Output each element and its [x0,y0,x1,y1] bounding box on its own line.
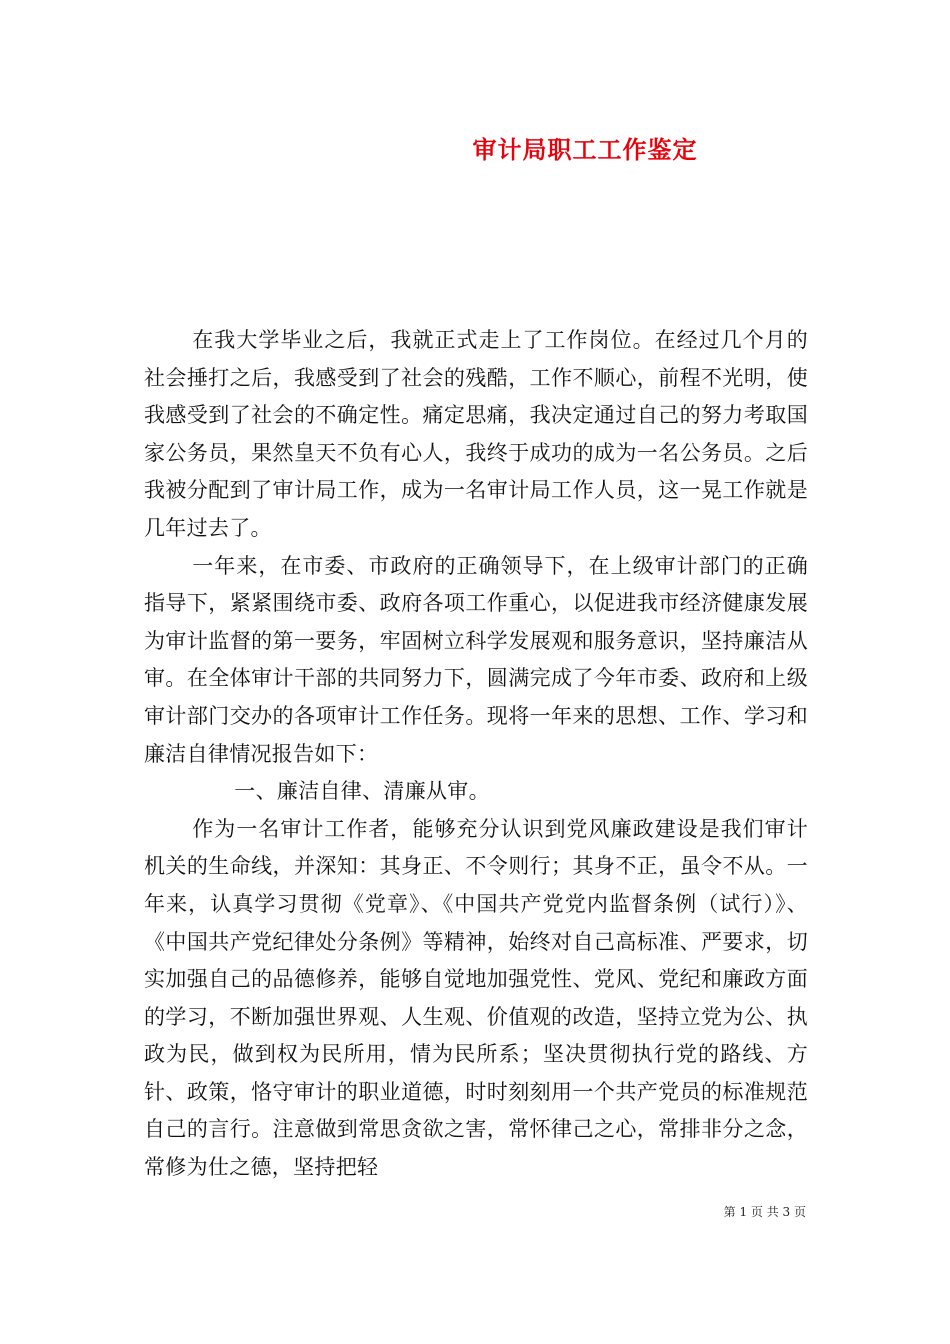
paragraph-summary: 一年来，在市委、市政府的正确领导下，在上级审计部门的正确指导下，紧紧围绕市委、政府各项工作重心，以促进我市经济健康发展为审计监督的第一要务，牢固树立科学发展观和服务意识，坚持廉洁从审。在全体审计干部的共同努力下，圆满完成了今年市委、政府和上级审计部门交办的各项审计工作任务。现将一年来的思想、工作、学习和廉洁自律情况报告如下： [144,553,808,766]
paragraph-section-1: 作为一名审计工作者，能够充分认识到党风廉政建设是我们审计机关的生命线，并深知：其身正、不令则行；其身不正，虽令不从。一年来，认真学习贯彻《党章》、《中国共产党党内监督条例（试行）》、《中国共产党纪律处分条例》等精神，始终对自己高标准、严要求，切实加强自己的品德修养，能够自觉地加强党性、党风、党纪和廉政方面的学习，不断加强世界观、人生观、价值观的改造，坚持立党为公、执政为民，做到权为民所用，情为民所系；坚决贯彻执行党的路线、方针、政策，恪守审计的职业道德，时时刻刻用一个共产党员的标准规范自己的言行。注意做到常思贪欲之害，常怀律己之心，常排非分之念，常修为仕之德，坚持把轻 [144,816,808,1180]
document-title [0,132,950,168]
page-footer: 第 1 页 共 3 页 [723,1205,806,1219]
document-body [144,322,808,1187]
section-heading-1: 一、廉洁自律、清廉从审。 [234,779,490,804]
title-text: 审计局职工工作鉴定 [472,135,698,164]
paragraph-intro: 在我大学毕业之后，我就正式走上了工作岗位。在经过几个月的社会捶打之后，我感受到了社会的残酷，工作不顺心，前程不光明，使我感受到了社会的不确定性。痛定思痛，我决定通过自己的努力考取国家公务员，果然皇天不负有心人，我终于成功的成为一名公务员。之后我被分配到了审计局工作，成为一名审计局工作人员，这一晃工作就是几年过去了。 [144,328,808,540]
